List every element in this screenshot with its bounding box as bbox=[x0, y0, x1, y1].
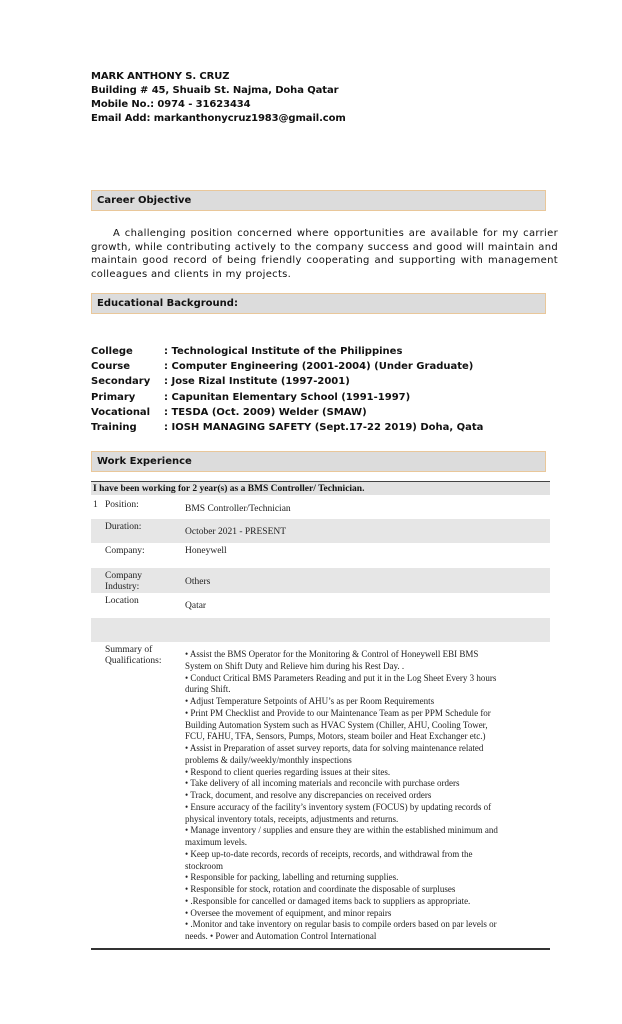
career-objective-text: A challenging position concerned where opportunities are available for my carrier growth, while contributing actively to the company success and good will maintain and maintain good record of being friendly cooperating and supporting with management colleagues and clients in my projects. bbox=[91, 228, 558, 280]
education-label: College bbox=[91, 346, 133, 357]
industry-label-line2: Industry: bbox=[105, 582, 140, 592]
education-label: Secondary bbox=[91, 376, 151, 388]
company-label: Company: bbox=[105, 546, 145, 556]
industry-row-band bbox=[91, 568, 550, 593]
duration-row-band bbox=[91, 519, 550, 543]
industry-value: Others bbox=[185, 577, 211, 587]
location-label: Location bbox=[105, 596, 139, 606]
qualification-line: problems & daily/weekly/monthly inspections bbox=[185, 754, 352, 765]
summary-label-line2: Qualifications: bbox=[105, 656, 162, 666]
education-value: : Jose Rizal Institute (1997-2001) bbox=[164, 376, 350, 388]
qualification-line: • .Monitor and take inventory on regular basis to compile orders based on par levels or bbox=[185, 919, 497, 930]
career-objective-heading: Career Objective bbox=[91, 190, 546, 211]
qualification-line: stockroom bbox=[185, 860, 223, 871]
qualification-line: • Responsible for stock, rotation and coordinate the disposable of surpluses bbox=[185, 884, 456, 894]
qualification-line: • Oversee the movement of equipment, and minor repairs bbox=[185, 907, 392, 918]
education-value: : Technological Institute of the Philippines bbox=[164, 346, 403, 357]
industry-label-line1: Company bbox=[105, 571, 142, 581]
spacer-row-band bbox=[91, 618, 550, 642]
qualification-line: • Respond to client queries regarding issues at their sites. bbox=[185, 766, 391, 777]
qualification-line: • Adjust Temperature Setpoints of AHU’s as per Room Requirements bbox=[185, 696, 435, 706]
qualification-line: needs. • Power and Automation Control International bbox=[185, 931, 377, 941]
qualification-line: during Shift. bbox=[185, 684, 231, 695]
education-value: : IOSH MANAGING SAFETY (Sept.17-22 2019) Doha, Qata bbox=[164, 421, 484, 433]
educational-background-heading: Educational Background: bbox=[91, 293, 546, 314]
position-value: BMS Controller/Technician bbox=[185, 504, 291, 514]
education-value: : Capunitan Elementary School (1991-1997) bbox=[164, 391, 411, 403]
candidate-address: Building # 45, Shuaib St. Najma, Doha Qatar bbox=[91, 85, 339, 96]
qualification-line: maximum levels. bbox=[185, 837, 247, 847]
qualification-line: • Keep up-to-date records, records of receipts, records, and withdrawal from the bbox=[185, 848, 473, 859]
qualification-line: FCU, FAHU, TFA, Sensors, Pumps, Motors, steam boiler and Heat Exchanger etc.) bbox=[185, 731, 486, 742]
candidate-email: Email Add: markanthonycruz1983@gmail.com bbox=[91, 113, 346, 124]
candidate-name: MARK ANTHONY S. CRUZ bbox=[91, 71, 230, 82]
education-label: Primary bbox=[91, 391, 136, 403]
qualification-line: • Assist in Preparation of asset survey reports, data for solving maintenance related bbox=[185, 743, 484, 753]
qualification-line: • Take delivery of all incoming materials and reconcile with purchase orders bbox=[185, 778, 460, 789]
location-value: Qatar bbox=[185, 601, 207, 611]
education-value: : TESDA (Oct. 2009) Welder (SMAW) bbox=[164, 406, 367, 418]
qualification-line: • Print PM Checklist and Provide to our Maintenance Team as per PPM Schedule for bbox=[185, 707, 491, 718]
work-experience-heading: Work Experience bbox=[91, 451, 546, 472]
qualification-line: physical inventory totals, receipts, adjustments and returns. bbox=[185, 813, 399, 824]
qualification-line: • Track, document, and resolve any discrepancies on received orders bbox=[185, 790, 432, 800]
company-value: Honeywell bbox=[185, 546, 227, 556]
qualification-line: • .Responsible for cancelled or damaged items back to suppliers as appropriate. bbox=[185, 895, 471, 906]
qualification-line: System on Shift Duty and Relieve him during his Rest Day. . bbox=[185, 660, 405, 671]
job-index: 1 bbox=[93, 500, 98, 510]
candidate-mobile: Mobile No.: 0974 - 31623434 bbox=[91, 99, 251, 110]
work-experience-intro: I have been working for 2 year(s) as a BMS Controller/ Technician. bbox=[91, 481, 550, 495]
summary-label-line1: Summary of bbox=[105, 645, 153, 655]
contact-header bbox=[91, 70, 346, 126]
position-label: Position: bbox=[105, 500, 139, 510]
qualification-line: • Assist the BMS Operator for the Monitoring & Control of Honeywell EBI BMS bbox=[185, 649, 479, 659]
education-label: Course bbox=[91, 361, 130, 373]
duration-value: October 2021 - PRESENT bbox=[185, 527, 287, 537]
duration-label: Duration: bbox=[105, 522, 142, 532]
education-value: : Computer Engineering (2001-2004) (Under Graduate) bbox=[164, 361, 474, 373]
qualification-line: • Manage inventory / supplies and ensure they are within the established minimum and bbox=[185, 825, 498, 836]
qualifications-list bbox=[185, 649, 545, 943]
bottom-rule bbox=[91, 948, 550, 950]
qualification-line: • Ensure accuracy of the facility’s inventory system (FOCUS) by updating records of bbox=[185, 801, 492, 812]
qualification-line: • Responsible for packing, labelling and returning supplies. bbox=[185, 872, 399, 883]
qualification-line: • Conduct Critical BMS Parameters Reading and put it in the Log Sheet Every 3 hours bbox=[185, 672, 497, 683]
qualification-line: Building Automation System such as HVAC System (Chiller, AHU, Cooling Tower, bbox=[185, 719, 488, 730]
education-label: Vocational bbox=[91, 406, 151, 418]
education-label: Training bbox=[91, 421, 137, 433]
